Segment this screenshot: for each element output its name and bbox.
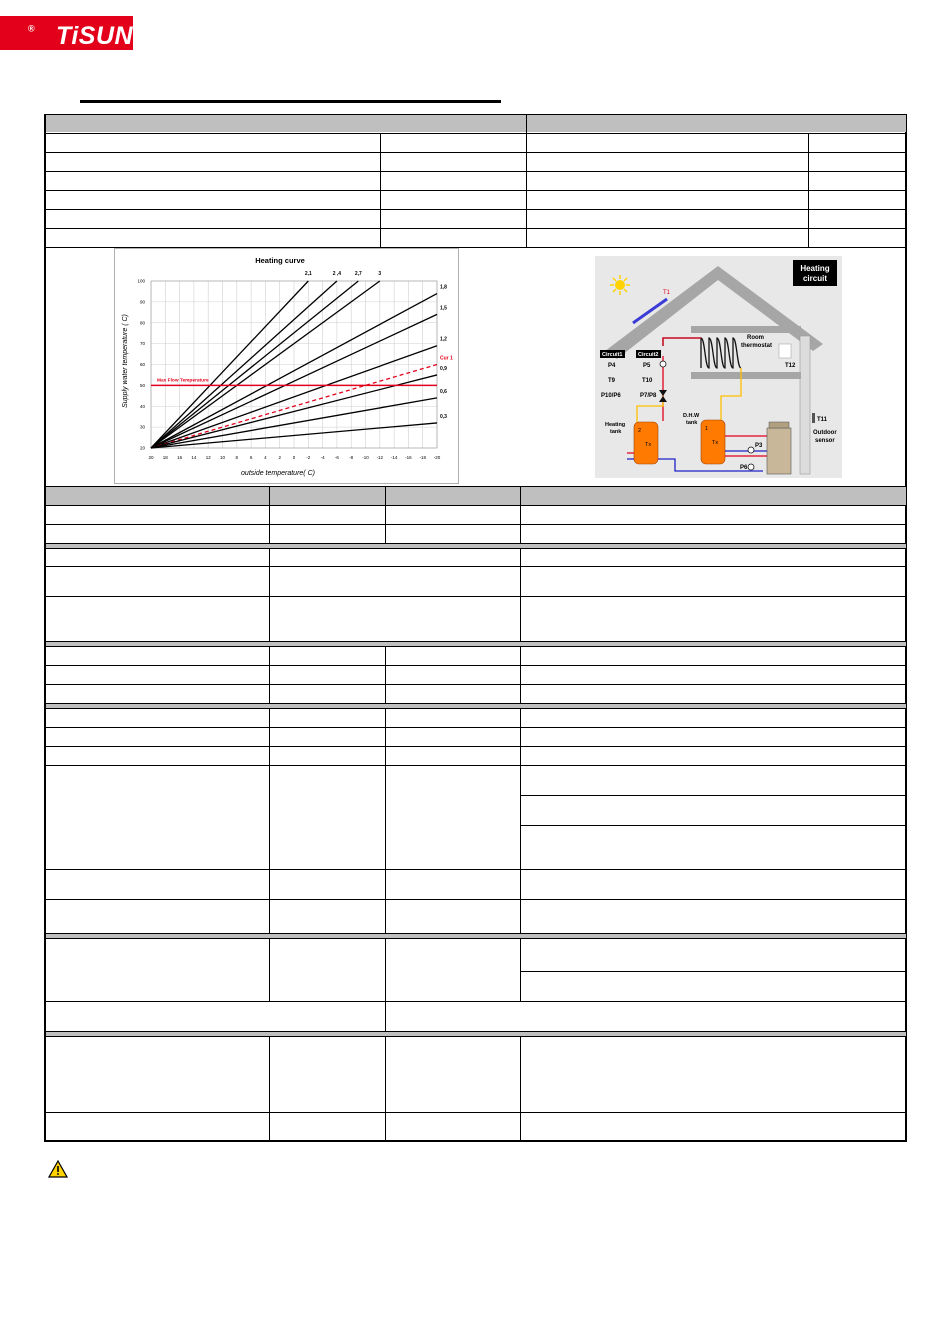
table-rule [45,1112,906,1113]
x-tick-label: -2 [306,455,311,460]
x-tick-label: 8 [235,455,239,460]
table-rule [520,795,906,796]
heating-curve-chart [114,248,459,484]
table-rule [45,727,906,728]
label-t12: T12 [785,363,796,369]
label-outdoor: Outdoor [813,430,837,436]
heating-circuit-diagram [595,256,842,478]
heating-tank-tx: Tx [645,442,652,448]
label-p4: P4 [608,363,616,369]
table-rule [45,171,906,172]
table-rule [269,646,270,703]
table-rule [269,1036,270,1142]
label-t9: T9 [608,378,616,384]
table-rule [45,646,906,647]
x-tick-label: -4 [320,455,325,460]
table-rule [45,1001,906,1002]
table-rule [45,684,906,685]
thermostat-icon [779,344,791,358]
label-p10p6: P10/P6 [601,393,621,399]
x-tick-label: -14 [390,455,398,460]
x-tick-label: 18 [162,455,168,460]
y-tick-label: 30 [139,424,145,430]
table-rule [45,209,906,210]
x-tick-label: 14 [191,455,197,460]
label-circuit1: Circuit1 [602,352,623,358]
x-tick-label: 20 [148,455,154,460]
y-tick-label: 90 [139,299,145,305]
table-rule [269,548,270,641]
table-rule [385,708,386,933]
sun-icon [610,275,630,295]
table-rule [269,938,270,1001]
circuit-svg [595,256,842,478]
x-tick-label: 16 [177,455,183,460]
dhw-tank-number: 1 [705,426,709,432]
table-rule [520,971,906,972]
y-tick-label: 40 [139,403,145,409]
table-rule [520,548,521,641]
table-rule [385,486,386,543]
table-rule [45,703,906,704]
table-rule [520,708,521,933]
table-rule [385,1036,386,1142]
heating-curve-svg [115,249,460,485]
chart-ylabel: Supply water temperature ( C) [122,314,129,408]
label-p5: P5 [643,363,651,369]
table-rule [45,1036,906,1037]
pump-p5-icon [660,361,666,367]
table-rule [45,665,906,666]
label-t1: T1 [663,290,671,296]
heat-pump-unit [767,428,791,474]
curve-label: 2,7 [354,271,362,277]
max-flow-label: Max Flow Temperature [157,378,209,384]
table-rule [45,505,906,506]
table-rule [45,765,906,766]
table-rule [45,566,906,567]
curve-label: 1,2 [440,336,447,343]
table-rule [385,646,386,703]
label-heating-tank: tank [610,429,622,435]
label-p7p8: P7/P8 [640,393,657,399]
table-rule [45,228,906,229]
warning-triangle-icon [48,1160,68,1183]
table-rule [45,486,906,487]
table-rule [45,899,906,900]
table-rule [269,708,270,933]
heating-tank-number: 2 [638,428,642,434]
table-rule [520,938,521,1001]
pump-p3-icon [748,447,754,453]
table-rule [385,938,386,1031]
table-rule [45,133,906,134]
table-rule [45,938,906,939]
label-sensor: sensor [815,438,835,444]
outer-wall [800,336,810,474]
table-rule [520,1036,521,1142]
label-t11: T11 [817,417,828,423]
pump-p6-icon [748,464,754,470]
table-rule [45,548,906,549]
chart-xlabel: outside temperature( C) [241,470,315,477]
x-tick-label: 2 [278,455,281,460]
header-band [46,115,906,132]
chart-title: Heating curve [255,256,305,265]
label-thermostat: thermostat [741,343,773,349]
label-dhw-tank: tank [686,420,698,426]
label-p3: P3 [755,443,763,449]
curve-label: 0,9 [440,365,447,372]
x-tick-label: -16 [405,455,412,460]
title-underline [80,100,501,103]
curve-label: Cur 1 [440,355,453,362]
curve-label: 3 [378,271,382,277]
table-rule [45,708,906,709]
y-tick-label: 20 [139,445,145,451]
x-tick-label: 0 [292,455,296,460]
table-rule [520,646,521,703]
table-rule [45,190,906,191]
table-rule [45,641,906,642]
label-circuit2: Circuit2 [638,352,659,358]
badge-line2: circuit [802,274,828,283]
label-dhw: D.H.W [683,413,700,419]
y-tick-label: 50 [139,382,145,388]
underfloor-coil [663,338,741,368]
x-tick-label: 4 [264,455,267,460]
curve-label: 1,5 [440,305,447,312]
brand-logo: TiSUN ® [0,16,133,50]
curve-label: 0,3 [440,413,447,420]
table-rule [808,133,809,247]
y-tick-label: 60 [139,362,145,367]
floor-slab [691,372,801,379]
x-tick-label: 10 [219,455,226,460]
table-rule [520,486,521,543]
x-tick-label: -10 [362,455,369,460]
table-rule [520,825,906,826]
table-rule [45,543,906,544]
ceiling-slab [691,326,801,333]
curve-label: 0,6 [440,388,447,395]
dhw-tank-tx: Tx [712,440,719,446]
table-rule [45,933,906,934]
y-tick-label: 100 [137,278,145,284]
badge-line1: Heating [800,264,830,273]
label-heating: Heating [605,422,626,428]
label-t10: T10 [642,378,653,384]
table-rule [45,1031,906,1032]
header-band [46,487,906,505]
label-room: Room [747,335,764,341]
table-rule [45,524,906,525]
curve-label: 1,8 [440,284,447,291]
table-rule [45,596,906,597]
outdoor-sensor-icon [812,413,815,423]
y-tick-label: 70 [139,341,145,347]
x-tick-label: -8 [349,455,354,460]
curve-label: 2 ,4 [332,271,342,277]
table-rule [45,869,906,870]
x-tick-label: -12 [376,455,384,460]
x-tick-label: 6 [249,455,253,460]
x-tick-label: -6 [334,455,339,460]
label-p6: P6 [740,465,748,471]
y-tick-label: 80 [139,320,145,326]
table-rule [45,152,906,153]
x-tick-label: -18 [419,455,426,460]
mixing-valve-icon [659,390,667,396]
table-rule [269,486,270,543]
x-tick-label: -20 [433,455,441,460]
table-rule [45,746,906,747]
curve-label: 2,1 [304,271,312,277]
table-rule [380,133,381,247]
x-tick-label: 12 [205,455,211,460]
